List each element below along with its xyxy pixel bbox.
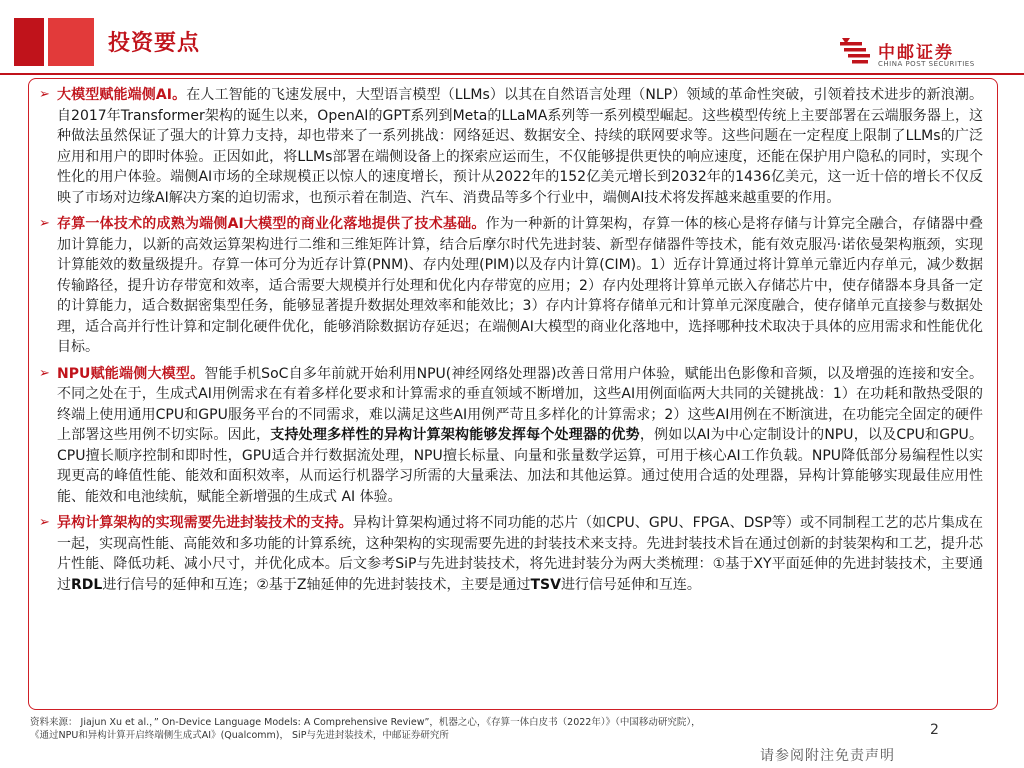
bullet-4-bold-tsv: TSV xyxy=(530,576,561,593)
header-accent-bar-dark xyxy=(14,18,44,66)
page-header xyxy=(0,0,1024,80)
source-line-2: 《通过NPU和异构计算开启终端侧生成式AI》(Qualcomm)， SiP与先进封装技术，中邮证券研究所 xyxy=(30,730,449,741)
china-post-logo-icon xyxy=(838,36,872,70)
bullet-1-body: 在人工智能的飞速发展中，大型语言模型（LLMs）以其在自然语言处理（NLP）领域的革命性突破，引领着技术进步的新浪潮。自2017年Transformer架构的诞生以来，OpenAI的GPT系列到Meta的LLaMA系列等一系列模型崛起。这些模型传统上主要部署在云端服务器上，这种做法虽然保证了强大的计算力支持，却也带来了一系列挑战：网络延迟、数据安全、持续的联网要求等。这些问题在一定程度上限制了LLMs的广泛应用和用户的即时体验。正因如此，将LLMs部署在端侧设备上的探索应运而生，不仅能够提供更快的响应速度，还能在保护用户隐私的同时，实现个性化的用户体验。端侧AI市场的全球规模正以惊人的速度增长，预计从2022年的152亿美元增长到2032年的1436亿美元，这一近十倍的增长不仅反映了市场对边缘AI解决方案的迫切需求，也预示着在制造、汽车、消费品等多个行业中，端侧AI技术将发挥越来越重要的作用。 xyxy=(57,87,984,206)
page-number: 2 xyxy=(930,722,939,738)
bullet-4-body-c: 进行信号延伸和互连。 xyxy=(560,576,701,593)
source-note xyxy=(30,716,930,742)
chevron-right-icon: ➢ xyxy=(39,515,50,530)
logo-text-cn: 中邮证券 xyxy=(878,43,954,63)
header-divider xyxy=(0,73,1024,75)
bullet-4 xyxy=(39,513,983,595)
bullet-3-body-b: ，例如以AI为中心定制设计的NPU，以及CPU和GPU。CPU擅长顺序控制和即时性，GPU适合并行数据流处理，NPU擅长标量、向量和张量数学运算，可用于核心AI工作负载。NPU降低部分易编程性以实现更高的峰值性能、能效和面积效率，从而运行机器学习所需的大量乘法、加法和其他运算。通过使用合适的处理器，异构计算能够实现最佳应用性能、能效和电池续航，赋能全新增强的生成式 AI 体验。 xyxy=(57,427,984,505)
key-points-box xyxy=(28,78,998,710)
bullet-4-body-b: 进行信号的延伸和互连；②基于Z轴延伸的先进封装技术，主要是通过 xyxy=(102,576,531,593)
bullet-1-title: 大模型赋能端侧AI。 xyxy=(57,87,187,103)
chevron-right-icon: ➢ xyxy=(39,365,50,381)
bullet-3-title: NPU赋能端侧大模型。 xyxy=(57,365,205,382)
logo-text-en: CHINA POST SECURITIES xyxy=(878,60,975,68)
bullet-2 xyxy=(39,214,983,358)
bullet-3-bold: 支持处理多样性的异构计算架构能够发挥每个处理器的优势 xyxy=(270,427,640,443)
bullet-2-body: 作为一种新的计算架构，存算一体的核心是将存储与计算完全融合，存储器中叠加计算能力，以新的高效运算架构进行二维和三维矩阵计算，结合后摩尔时代先进封装、新型存储器件等技术，能有效克服冯·诺依曼架构瓶颈，实现计算能效的数量级提升。存算一体可分为近存计算(PNM)、存内处理(PIM)以及存内计算(CIM)。1）近存计算通过将计算单元靠近内存单元，减少数据传输路径，提升访存带宽和效率，适合需要大规模并行处理和优化内存带宽的应用；2）存内处理将计算单元嵌入存储芯片中，使存储器本身具备一定的计算能力，适合数据密集型任务，能够显著提升数据处理效率和能效比；3）存内计算将存储单元和计算单元深度融合，使存储单元直接参与数据处理，适合高并行性计算和定制化硬件优化，能够消除数据访存延迟；在端侧AI大模型的商业化落地中，选择哪种技术取决于具体的应用需求和性能优化目标。 xyxy=(57,216,984,355)
bullet-4-bold-rdl: RDL xyxy=(71,576,103,593)
company-logo xyxy=(838,36,1014,72)
disclaimer-note: 请参阅附注免责声明 xyxy=(760,748,895,764)
bullet-1 xyxy=(39,85,983,208)
header-accent-bar-light xyxy=(48,18,94,66)
source-line-1: 资料来源： Jiajun Xu et al.，” On-Device Language Models: A Comprehensive Review”，机器之心，《存算一体白皮书（2022年）》（中国移动研究院）， xyxy=(30,717,701,728)
page-title: 投资要点 xyxy=(108,31,201,56)
bullet-2-title: 存算一体技术的成熟为端侧AI大模型的商业化落地提供了技术基础。 xyxy=(57,216,486,232)
chevron-right-icon: ➢ xyxy=(39,216,50,231)
bullet-3 xyxy=(39,364,983,508)
bullet-4-body-a: 异构计算架构通过将不同功能的芯片（如CPU、GPU、FPGA、DSP等）或不同制程工艺的芯片集成在一起，实现高性能、高能效和多功能的计算系统，这种架构的实现需要先进的封装技术来支持。先进封装技术旨在通过创新的封装架构和工艺，提升芯片性能、降低功耗、减小尺寸，并优化成本。后文参考SiP与先进封装技术，将先进封装分为两大类梳理：①基于XY平面延伸的先进封装技术，主要通过 xyxy=(57,515,984,593)
bullet-4-title: 异构计算架构的实现需要先进封装技术的支持。 xyxy=(57,515,353,531)
chevron-right-icon: ➢ xyxy=(39,87,50,102)
bullet-3-body-a: 智能手机SoC自多年前就开始利用NPU(神经网络处理器)改善日常用户体验，赋能出色影像和音频，以及增强的连接和安全。不同之处在于，生成式AI用例需求在有着多样化要求和计算需求的垂直领域不断增加，这些AI用例面临两大共同的关键挑战：1）在功耗和散热受限的终端上使用通用CPU和GPU服务平台的不同需求，难以满足这些AI用例严苛且多样化的计算需求；2）这些AI用例在不断演进，在功能完全固定的硬件上部署这些用例不切实际。因此， xyxy=(57,365,983,443)
